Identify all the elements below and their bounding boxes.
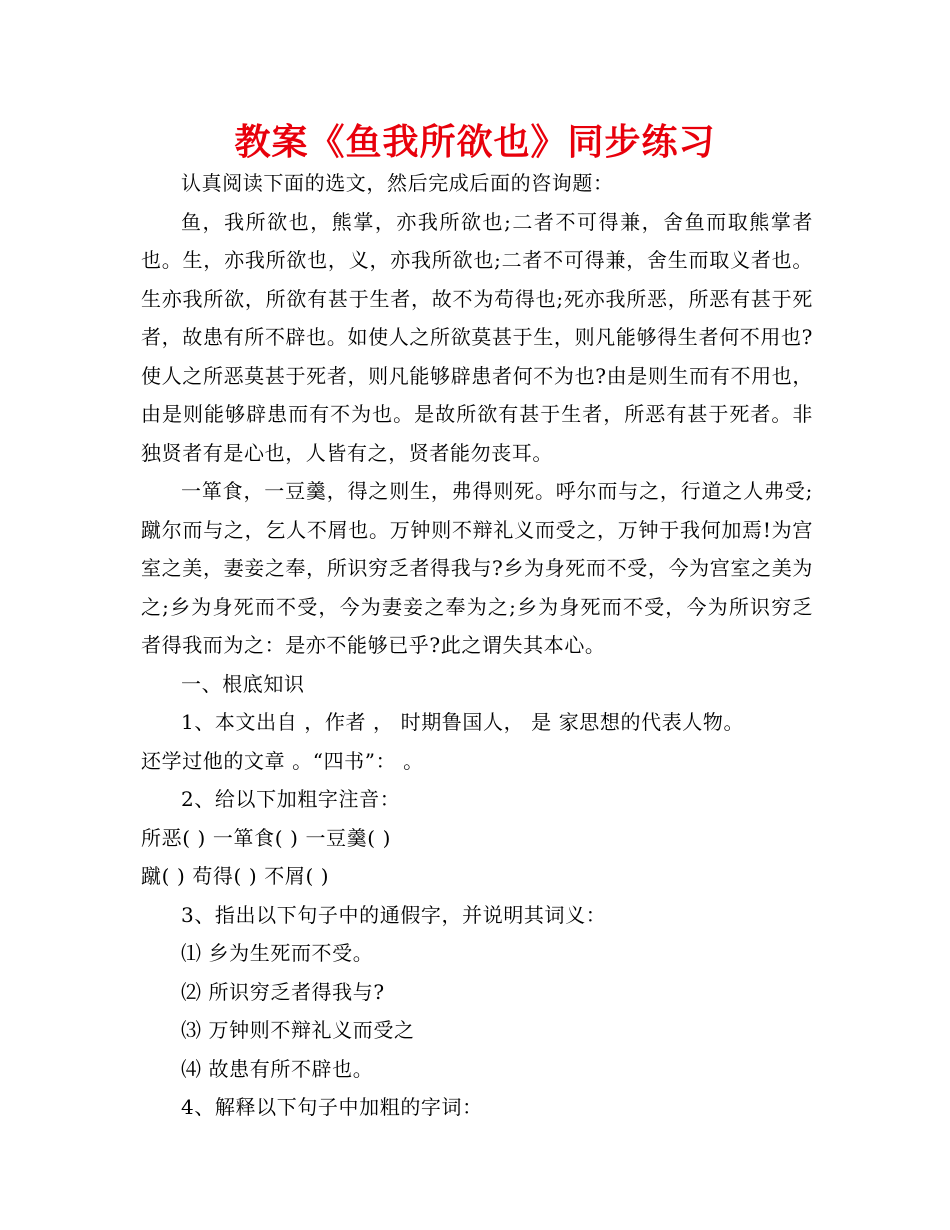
question-2: 2、给以下加粗字注音：	[181, 787, 401, 811]
question-1-line-1: 1、本文出自 ，作者 ， 时期鲁国人， 是 家思想的代表人物。	[181, 710, 745, 734]
question-2-row-2: 蹴( ) 苟得( ) 不屑( )	[141, 864, 330, 888]
question-3: 3、指出以下句子中的通假字，并说明其词义：	[181, 902, 607, 927]
question-1-line-2: 还学过他的文章 。“四书”： 。	[141, 748, 424, 773]
question-3-item: ⑶ 万钟则不辩礼义而受之	[181, 1018, 415, 1042]
question-2-row-1: 所恶( ) 一箪食( ) 一豆羹( )	[141, 825, 392, 850]
question-3-item: ⑵ 所识穷乏者得我与?	[181, 979, 385, 1004]
page-title: 教案《鱼我所欲也》同步练习	[234, 122, 716, 163]
section-heading: 一、根底知识	[181, 671, 305, 696]
document-body	[141, 164, 813, 1127]
passage-paragraph-2: 一箪食，一豆羹，得之则生，弗得则死。呼尔而与之，行道之人弗受;蹴尔而与之，乞人不屑也。万钟则不辩礼义而受之，万钟于我何加焉!为宫室之美，妻妾之奉，所识穷乏者得我与?乡为身死而不受，今为宫室之美为之;乡为身死而不受，今为妻妾之奉为之;乡为身死而不受，今为所识穷乏者得我而为之：是亦不能够已乎?此之谓失其本心。	[141, 479, 813, 657]
question-3-item: ⑴ 乡为生死而不受。	[181, 941, 374, 965]
question-4: 4、解释以下句子中加粗的字词：	[181, 1095, 483, 1119]
intro-text: 认真阅读下面的选文，然后完成后面的咨询题：	[181, 171, 614, 195]
question-3-item: ⑷ 故患有所不辟也。	[181, 1056, 374, 1081]
passage-paragraph-1: 鱼，我所欲也，熊掌，亦我所欲也;二者不可得兼，舍鱼而取熊掌者也。生，亦我所欲也，义，亦我所欲也;二者不可得兼，舍生而取义者也。生亦我所欲，所欲有甚于生者，故不为苟得也;死亦我所恶，所恶有甚于死者，故患有所不辟也。如使人之所欲莫甚于生，则凡能够得生者何不用也?使人之所恶莫甚于死者，则凡能够辟患者何不为也?由是则生而有不用也，由是则能够辟患而有不为也。是故所欲有甚于生者，所恶有甚于死者。非独贤者有是心也，人皆有之，贤者能勿丧耳。	[141, 209, 813, 465]
